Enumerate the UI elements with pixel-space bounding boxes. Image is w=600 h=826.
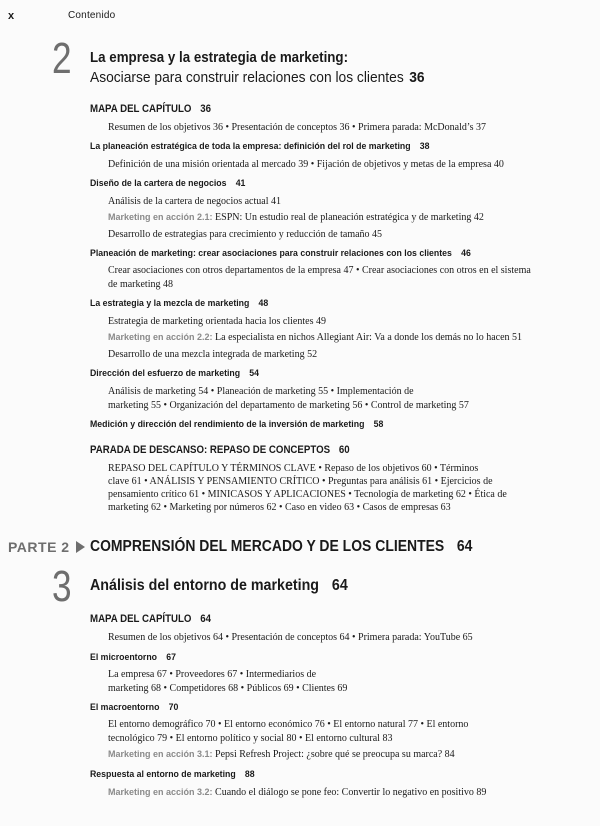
section-planeacion-estrategica: La planeación estratégica de toda la empresa: definición del rol de marketing 38 <box>90 141 430 152</box>
section-macroentorno: El macroentorno 70 <box>90 702 179 713</box>
toc-line: Resumen de los objetivos 64 • Presentación de conceptos 64 • Primera parada: YouTube 65 <box>108 632 473 643</box>
toc-line: Resumen de los objetivos 36 • Presentación de conceptos 36 • Primera parada: McDonald’s 37 <box>108 122 487 133</box>
running-title: Contenido <box>68 10 116 21</box>
section-estrategia-mezcla: La estrategia y la mezcla de marketing 48 <box>90 298 269 309</box>
toc-line: marketing 62 • Marketing por números 62 • Caso en video 63 • Casos de empresas 63 <box>108 502 451 513</box>
toc-line: Crear asociaciones con otros departamentos de la empresa 47 • Crear asociaciones con otros en el sistema <box>108 265 531 276</box>
toc-line: pensamiento crítico 61 • MINICASOS Y APLICACIONES • Tecnología de marketing 62 • Ética de <box>108 489 507 500</box>
chapter-2-title: La empresa y la estrategia de marketing: <box>90 50 349 66</box>
section-parada-descanso: PARADA DE DESCANSO: REPASO DE CONCEPTOS 60 <box>90 444 350 456</box>
chapter-3-number: 3 <box>52 562 72 611</box>
toc-line: marketing 55 • Organización del departamento de marketing 56 • Control de marketing 57 <box>108 400 469 411</box>
toc-line: marketing 68 • Competidores 68 • Públicos 69 • Clientes 69 <box>108 683 348 694</box>
toc-line: Desarrollo de una mezcla integrada de marketing 52 <box>108 349 318 360</box>
section-direccion-esfuerzo: Dirección del esfuerzo de marketing 54 <box>90 368 260 379</box>
section-planeacion-marketing: Planeación de marketing: crear asociaciones para construir relaciones con los clientes 46 <box>90 248 471 259</box>
page-number-label: x <box>8 10 15 22</box>
part-2-heading <box>8 539 89 557</box>
chapter-3-title: Análisis del entorno de marketing 64 <box>90 577 348 594</box>
toc-line: Desarrollo de estrategias para crecimiento y reducción de tamaño 45 <box>108 229 383 240</box>
marketing-en-accion-2-2: Marketing en acción 2.2: La especialista en nichos Allegiant Air: Va a donde los demás no lo hacen 51 <box>108 332 523 343</box>
toc-line: Estrategia de marketing orientada hacia los clientes 49 <box>108 316 326 327</box>
part-2-title: COMPRENSIÓN DEL MERCADO Y DE LOS CLIENTES 64 <box>90 538 473 555</box>
marketing-en-accion-3-1: Marketing en acción 3.1: Pepsi Refresh Project: ¿sobre qué se preocupa su marca? 84 <box>108 749 455 760</box>
toc-line: REPASO DEL CAPÍTULO Y TÉRMINOS CLAVE • Repaso de los objetivos 60 • Términos <box>108 463 479 474</box>
toc-line: Definición de una misión orientada al mercado 39 • Fijación de objetivos y metas de la empresa 40 <box>108 159 504 170</box>
toc-line: clave 61 • ANÁLISIS Y PENSAMIENTO CRÍTICO • Preguntas para análisis 61 • Ejercicios de <box>108 476 493 487</box>
chapter-2-number: 2 <box>52 34 72 83</box>
triangle-arrow-icon <box>76 541 85 553</box>
part-2-label: PARTE 2 <box>8 539 70 555</box>
toc-line: de marketing 48 <box>108 279 173 290</box>
toc-line: La empresa 67 • Proveedores 67 • Intermediarios de <box>108 669 317 680</box>
chapter-2-subtitle: Asociarse para construir relaciones con los clientes 36 <box>90 69 425 86</box>
toc-line: Análisis de la cartera de negocios actual 41 <box>108 196 281 207</box>
marketing-en-accion-3-2: Marketing en acción 3.2: Cuando el diálogo se pone feo: Convertir lo negativo en positivo 89 <box>108 787 487 798</box>
section-respuesta-entorno: Respuesta al entorno de marketing 88 <box>90 769 255 780</box>
toc-line: tecnológico 79 • El entorno político y social 80 • El entorno cultural 83 <box>108 733 393 744</box>
marketing-en-accion-2-1: Marketing en acción 2.1: ESPN: Un estudio real de planeación estratégica y de marketing 42 <box>108 212 484 223</box>
toc-line: El entorno demográfico 70 • El entorno económico 76 • El entorno natural 77 • El entorno <box>108 719 469 730</box>
section-mapa-capitulo-2: MAPA DEL CAPÍTULO 36 <box>90 103 212 115</box>
section-cartera-negocios: Diseño de la cartera de negocios 41 <box>90 178 246 189</box>
toc-line: Análisis de marketing 54 • Planeación de marketing 55 • Implementación de <box>108 386 414 397</box>
section-medicion-rendimiento: Medición y dirección del rendimiento de la inversión de marketing 58 <box>90 419 384 430</box>
section-mapa-capitulo-3: MAPA DEL CAPÍTULO 64 <box>90 613 212 625</box>
section-microentorno: El microentorno 67 <box>90 652 176 663</box>
